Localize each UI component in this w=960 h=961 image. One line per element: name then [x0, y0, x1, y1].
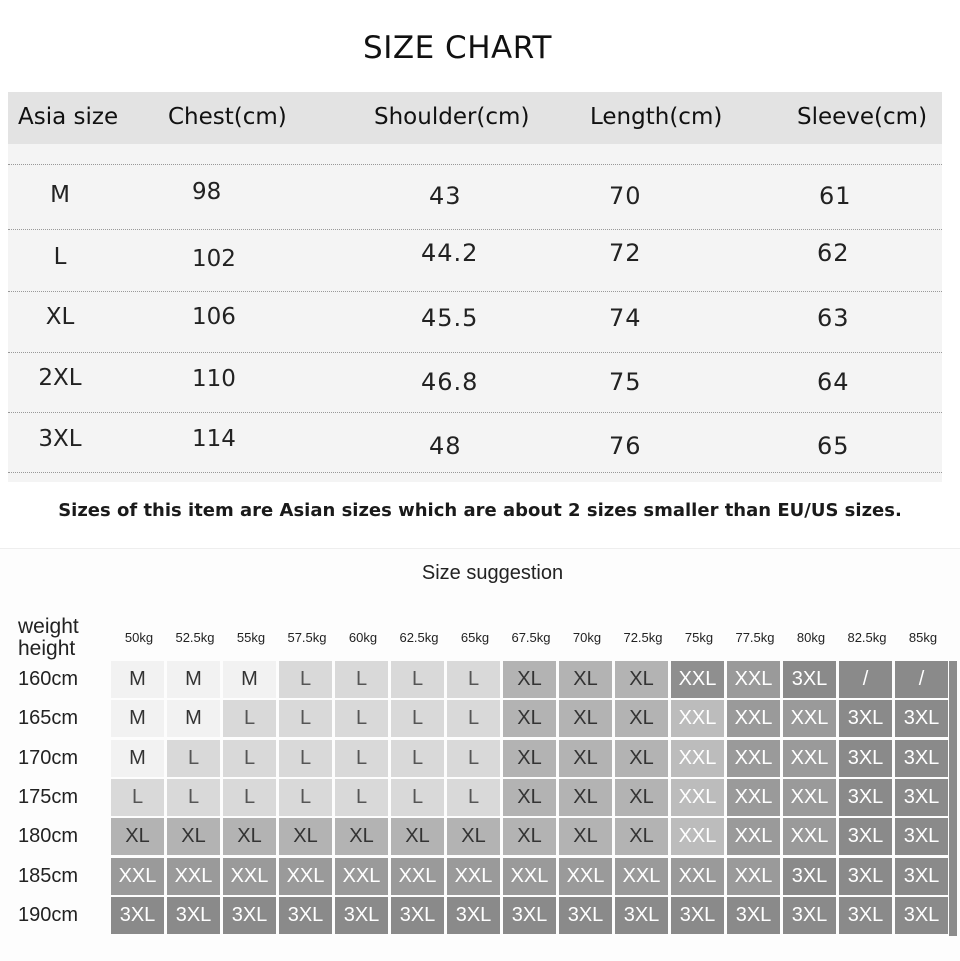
table-cell-sleeve: 61 [819, 182, 852, 210]
weight-label: 72.5kg [623, 630, 663, 645]
size-grid-cell: XXL [783, 700, 836, 737]
weight-label: 85kg [908, 630, 938, 645]
size-grid-cell: 3XL [783, 661, 836, 698]
size-grid-cell: L [223, 700, 276, 737]
table-cell-chest: 114 [192, 426, 236, 452]
table-cell-sleeve: 65 [817, 432, 850, 460]
header-asia-size: Asia size [18, 104, 119, 130]
size-grid-cell: M [111, 661, 164, 698]
size-grid-cell: XL [391, 818, 444, 855]
weight-label: 55kg [236, 630, 266, 645]
size-grid-cell: L [335, 779, 388, 816]
size-grid-cell: XL [503, 779, 556, 816]
size-grid-cell: XL [615, 740, 668, 777]
size-grid-cell: XL [223, 818, 276, 855]
size-grid-cell: XXL [727, 700, 780, 737]
size-grid-cell: L [335, 661, 388, 698]
size-grid-cell: L [279, 700, 332, 737]
size-grid-cell: 3XL [839, 740, 892, 777]
size-grid-cell: XL [559, 779, 612, 816]
size-grid-cell: L [447, 700, 500, 737]
table-cell-shoulder: 43 [429, 182, 462, 210]
table-cell-length: 74 [609, 304, 642, 332]
weight-label: 70kg [572, 630, 602, 645]
size-grid-cell: XXL [671, 661, 724, 698]
table-cell-shoulder: 46.8 [421, 368, 479, 396]
size-grid-cell: 3XL [335, 897, 388, 934]
size-grid-cell: XXL [167, 858, 220, 895]
size-grid-cell: XXL [783, 779, 836, 816]
height-label: 190cm [18, 903, 79, 926]
size-grid-cell: 3XL [111, 897, 164, 934]
size-grid-cell: M [111, 740, 164, 777]
size-grid-cell: XXL [783, 740, 836, 777]
size-grid-cell: M [223, 661, 276, 698]
table-cell-sleeve: 63 [817, 304, 850, 332]
size-grid-cell: 3XL [503, 897, 556, 934]
table-cell-chest: 106 [192, 304, 236, 330]
size-grid-cell: XXL [671, 779, 724, 816]
weight-label: 57.5kg [287, 630, 327, 645]
row-divider [8, 291, 942, 292]
table-cell-sleeve: 64 [817, 368, 850, 396]
height-label: 160cm [18, 668, 79, 690]
size-grid-cell: 3XL [895, 779, 948, 816]
height-label: 180cm [18, 825, 79, 848]
size-grid-cell: XXL [559, 858, 612, 895]
size-grid-cell: 3XL [391, 897, 444, 934]
size-chart-header-row [8, 92, 942, 144]
size-grid-cell: XXL [727, 661, 780, 698]
size-grid-cell: L [447, 740, 500, 777]
row-divider [8, 412, 942, 413]
size-grid-cell: L [335, 740, 388, 777]
weight-label: 77.5kg [735, 630, 775, 645]
table-cell-chest: 102 [192, 246, 236, 272]
size-grid-cell: 3XL [839, 897, 892, 934]
size-suggestion-grid [111, 661, 957, 936]
table-cell-sleeve: 62 [817, 239, 850, 267]
size-grid-cell: XL [615, 818, 668, 855]
size-grid-cell: XL [503, 818, 556, 855]
size-grid-cell: / [839, 661, 892, 698]
size-grid-cell: L [167, 779, 220, 816]
height-label: 165cm [18, 707, 79, 730]
size-grid-cell: L [167, 740, 220, 777]
table-cell-chest: 110 [192, 366, 236, 392]
size-grid-cell: XL [167, 818, 220, 855]
size-grid-cell: 3XL [839, 700, 892, 737]
weight-label: 65kg [460, 630, 490, 645]
size-grid-cell: XL [559, 661, 612, 698]
size-grid-cell: 3XL [895, 740, 948, 777]
size-grid-cell: 3XL [167, 897, 220, 934]
header-shoulder: Shoulder(cm) [374, 104, 530, 130]
table-cell-shoulder: 45.5 [421, 304, 479, 332]
header-sleeve: Sleeve(cm) [797, 104, 928, 130]
size-grid-cell: XXL [503, 858, 556, 895]
size-grid-cell: 3XL [895, 897, 948, 934]
size-grid-cell: XXL [447, 858, 500, 895]
header-chest: Chest(cm) [168, 104, 287, 130]
height-label: 170cm [18, 746, 79, 769]
size-grid-cell: XXL [783, 818, 836, 855]
table-cell-length: 76 [609, 432, 642, 460]
size-chart-table [8, 92, 942, 482]
table-cell-size: XL [45, 304, 75, 330]
size-grid-cell: M [111, 700, 164, 737]
size-grid-cell: XL [615, 661, 668, 698]
size-grid-cell: 3XL [783, 858, 836, 895]
size-grid-cell: 3XL [447, 897, 500, 934]
size-suggestion-title: Size suggestion [421, 562, 564, 584]
size-grid-cell: XL [111, 818, 164, 855]
size-grid-cell: L [279, 779, 332, 816]
size-grid-cell: 3XL [839, 858, 892, 895]
size-grid-cell: 3XL [727, 897, 780, 934]
grid-edge-strip [949, 661, 957, 936]
weight-label: 50kg [124, 630, 154, 645]
size-grid-cell: 3XL [559, 897, 612, 934]
size-grid-cell: XL [335, 818, 388, 855]
size-grid-cell: XXL [727, 740, 780, 777]
size-grid-cell: 3XL [895, 818, 948, 855]
height-label: 175cm [18, 785, 79, 808]
size-grid-cell: L [223, 779, 276, 816]
size-grid-cell: 3XL [839, 779, 892, 816]
grid-corner-label [18, 616, 79, 660]
size-grid-cell: XXL [335, 858, 388, 895]
size-grid-cell: XXL [615, 858, 668, 895]
size-grid-cell: L [391, 740, 444, 777]
size-grid-cell: XL [503, 661, 556, 698]
size-grid-cell: 3XL [671, 897, 724, 934]
size-grid-cell: 3XL [895, 700, 948, 737]
size-grid-cell: XXL [727, 779, 780, 816]
corner-height-label: height [18, 637, 76, 660]
size-grid-cell: 3XL [895, 858, 948, 895]
size-grid-cell: M [167, 700, 220, 737]
size-grid-cell: L [279, 740, 332, 777]
weight-label: 75kg [684, 630, 714, 645]
size-grid-cell: XXL [111, 858, 164, 895]
header-length: Length(cm) [590, 104, 723, 130]
row-divider [8, 472, 942, 473]
table-cell-length: 70 [609, 182, 642, 210]
size-grid-cell: XL [559, 700, 612, 737]
size-grid-cell: XL [615, 700, 668, 737]
size-grid-cell: L [335, 700, 388, 737]
size-grid-cell: XL [447, 818, 500, 855]
size-grid-cell: L [391, 661, 444, 698]
size-grid-cell: XXL [727, 858, 780, 895]
size-grid-cell: XL [559, 740, 612, 777]
table-cell-length: 75 [609, 368, 642, 396]
size-grid-cell: XXL [671, 818, 724, 855]
size-grid-cell: L [447, 779, 500, 816]
size-grid-cell: XXL [671, 700, 724, 737]
size-grid-cell: 3XL [839, 818, 892, 855]
size-grid-cell: XL [615, 779, 668, 816]
row-divider [8, 352, 942, 353]
size-grid-cell: L [111, 779, 164, 816]
size-grid-cell: XL [279, 818, 332, 855]
table-cell-chest: 98 [192, 179, 222, 205]
size-grid-cell: XXL [391, 858, 444, 895]
row-divider [8, 164, 942, 165]
row-divider [8, 229, 942, 230]
size-grid-cell: M [167, 661, 220, 698]
size-grid-cell: 3XL [279, 897, 332, 934]
table-cell-size: 3XL [38, 426, 82, 452]
weight-label: 62.5kg [399, 630, 439, 645]
size-grid-cell: 3XL [783, 897, 836, 934]
table-cell-size: M [50, 182, 70, 208]
size-grid-cell: L [391, 779, 444, 816]
weight-label: 52.5kg [175, 630, 215, 645]
size-grid-cell: L [279, 661, 332, 698]
size-grid-cell: L [223, 740, 276, 777]
size-grid-cell: XXL [727, 818, 780, 855]
weight-label: 82.5kg [847, 630, 887, 645]
height-label: 185cm [18, 864, 79, 887]
size-grid-cell: XXL [671, 740, 724, 777]
weight-label: 60kg [348, 630, 378, 645]
weight-label: 80kg [796, 630, 826, 645]
size-chart-title: SIZE CHART [363, 30, 552, 66]
corner-weight-label: weight [18, 615, 79, 638]
size-grid-cell: XL [503, 740, 556, 777]
size-grid-cell: XL [559, 818, 612, 855]
size-grid-cell: / [895, 661, 948, 698]
size-grid-cell: XXL [671, 858, 724, 895]
table-cell-size: L [53, 244, 67, 270]
size-grid-cell: XXL [223, 858, 276, 895]
size-grid-cell: 3XL [615, 897, 668, 934]
table-cell-length: 72 [609, 239, 642, 267]
table-cell-shoulder: 48 [429, 432, 462, 460]
table-cell-shoulder: 44.2 [421, 239, 479, 267]
table-cell-size: 2XL [38, 365, 82, 391]
size-grid-cell: XXL [279, 858, 332, 895]
asian-size-note: Sizes of this item are Asian sizes which are about 2 sizes smaller than EU/US sizes. [58, 500, 902, 521]
size-grid-cell: L [391, 700, 444, 737]
size-grid-cell: XL [503, 700, 556, 737]
size-grid-cell: L [447, 661, 500, 698]
weight-label: 67.5kg [511, 630, 551, 645]
size-grid-cell: 3XL [223, 897, 276, 934]
